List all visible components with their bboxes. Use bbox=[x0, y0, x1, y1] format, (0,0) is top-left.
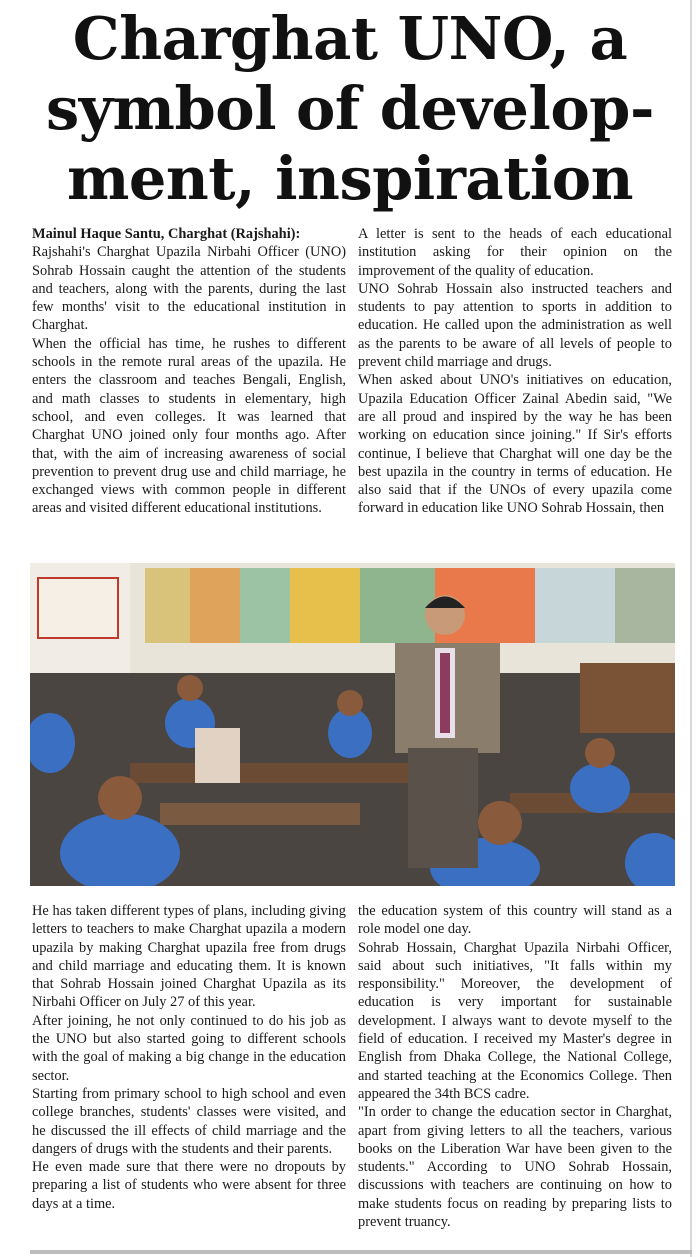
paragraph: Starting from primary school to high school and even college branches, students' classes were visited, and he discussed the ill effects of child marriage and the dangers of drugs with the students and their parents. bbox=[32, 1085, 346, 1157]
paragraph: When asked about UNO's initiatives on education, Upazila Education Officer Zainal Abedin said, "We are all proud and inspired by the way he has been working on education since joining." If Sir's efforts continue, I believe that Charghat will one day be the best upazila in the country in terms of education. He also said that if the UNOs of every upazila come forward in education like UNO Sohrab Hossain, then bbox=[358, 372, 672, 517]
paragraph: After joining, he not only continued to do his job as the UNO but also started going to different schools with the goal of making a big change in the education sector. bbox=[32, 1012, 346, 1084]
article-column-bottom-right bbox=[358, 902, 672, 1231]
headline-line: Charghat UNO, a bbox=[72, 4, 628, 73]
byline: Mainul Haque Santu, Charghat (Rajshahi): bbox=[32, 226, 301, 242]
paragraph: Rajshahi's Charghat Upazila Nirbahi Officer (UNO) Sohrab Hossain caught the attention of the students and teachers, along with the parents, during the last few months' visit to the educational institution in Charghat. bbox=[32, 244, 346, 334]
wall-paintings bbox=[145, 568, 675, 643]
paragraph: Sohrab Hossain, Charghat Upazila Nirbahi Officer, said about such initiatives, "It falls within my responsibility." Moreover, the development of education is very important for sustainable development. I always want to devote myself to the field of education. I received my Master's degree in English from Dhaka College, the National College, and started teaching at the Economics College. Then appeared the 34th BCS cadre. bbox=[358, 939, 672, 1102]
paragraph: UNO Sohrab Hossain also instructed teachers and students to pay attention to sports in addition to education. He called upon the administration as well as the parents to be aware of all levels of people to prevent child marriage and drugs. bbox=[358, 280, 672, 371]
paragraph: When the official has time, he rushes to different schools in the remote rural areas of the upazila. He enters the classroom and teaches Bengali, English, and math classes to students in elementary, high school, and even colleges. It was learned that Charghat UNO joined only four months ago. After that, with the aim of increasing awareness of social prevention to prevent drug use and child marriage, he exchanged views with common people in different areas and visited different educational institutions. bbox=[32, 335, 346, 517]
paragraph: the education system of this country will stand as a role model one day. bbox=[358, 903, 672, 938]
headline-line: symbol of develop- bbox=[46, 74, 654, 143]
page-border-bottom bbox=[30, 1250, 692, 1254]
headline-line: ment, inspiration bbox=[66, 144, 634, 213]
classroom-photo bbox=[30, 563, 675, 886]
page-border-right bbox=[690, 0, 692, 1257]
paragraph: A letter is sent to the heads of each educational institution asking for their opinion on the improvement of the quality of education. bbox=[358, 226, 672, 279]
paragraph: He has taken different types of plans, including giving letters to teachers to make Charghat upazila a modern upazila by making Charghat upazila free from drugs and child marriage and educating them. It is known that Sohrab Hossain joined Charghat Upazila as its Nirbahi Officer on July 27 of this year. bbox=[32, 903, 346, 1011]
paragraph: He even made sure that there were no dropouts by preparing a list of students who were absent for three days at a time. bbox=[32, 1159, 346, 1212]
article-column-top-right bbox=[358, 225, 672, 518]
article-column-top-left bbox=[32, 225, 346, 518]
article-column-bottom-left bbox=[32, 902, 346, 1213]
headline bbox=[20, 4, 680, 214]
paragraph: "In order to change the education sector in Charghat, apart from giving letters to all the teachers, various books on the Liberation War have been given to the students." According to UNO Sohrab Hossain, discussions with teachers are continuing on how to make students focus on reading by preparing lists to prevent truancy. bbox=[358, 1104, 672, 1231]
